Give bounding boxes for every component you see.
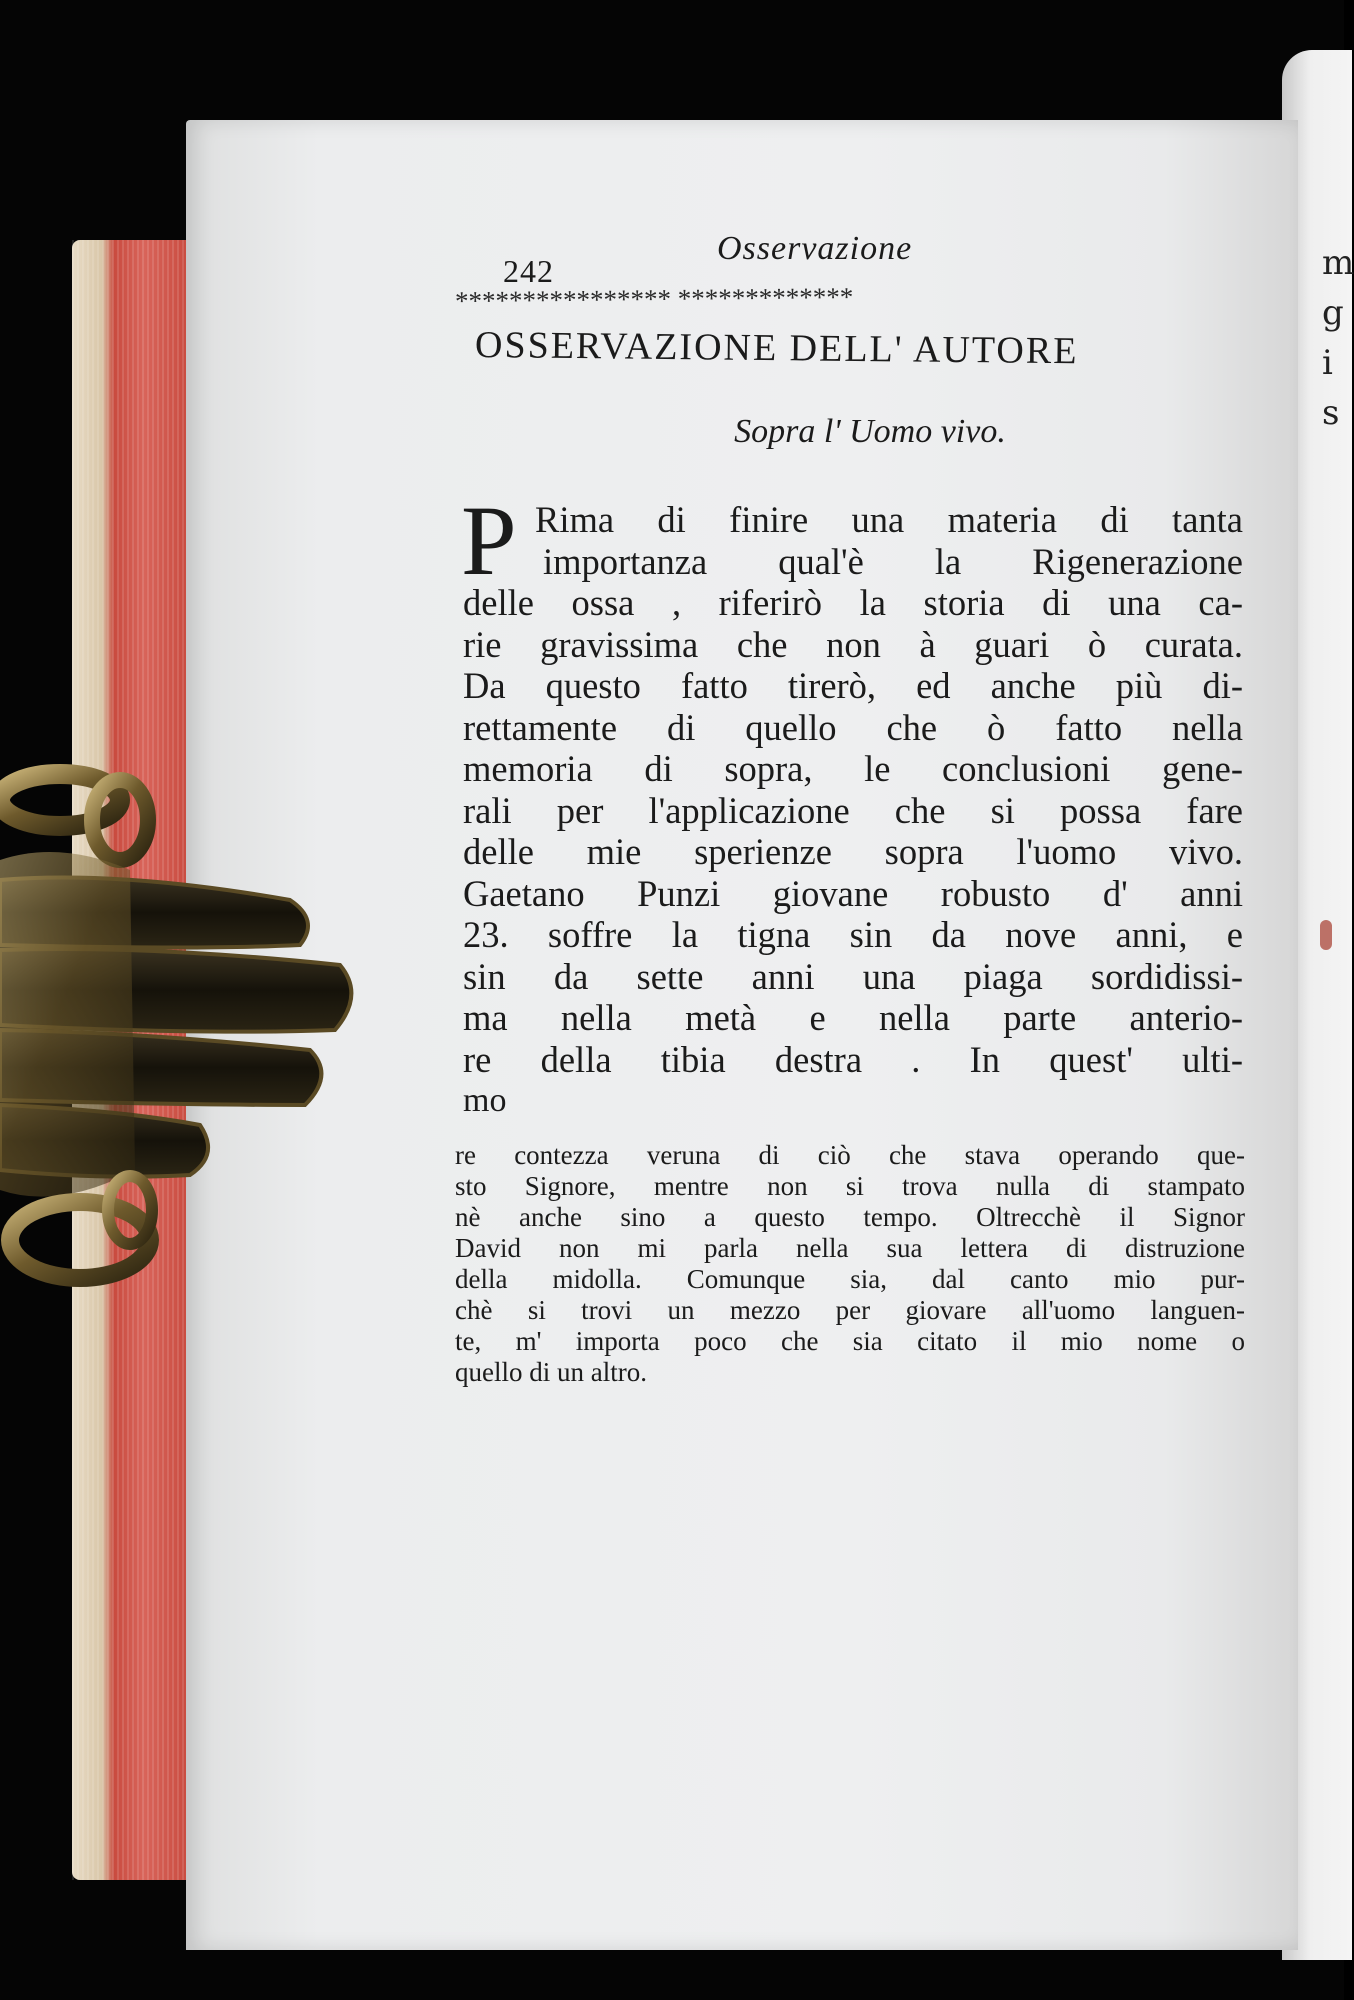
body-line: Da questo fatto tirerò, ed anche più di- [463, 665, 1243, 706]
footnote-line: sto Signore, mentre non si trova nulla di stampato [455, 1171, 1245, 1201]
hand-chain-top [0, 774, 148, 860]
page-mark [1320, 920, 1332, 950]
section-subtitle: Sopra l' Uomo vivo. [734, 413, 1006, 450]
body-line: delle ossa , riferirò la storia di una ca- [463, 582, 1243, 623]
footnote-line: te, m' importa poco che sia citato il mio nome o [455, 1326, 1245, 1356]
body-line: rettamente di quello che ò fatto nella [463, 706, 1243, 748]
footnote-line: della midolla. Comunque sia, dal canto mio pur- [455, 1264, 1245, 1294]
body-line: importanza qual'è la Rigenerazione [543, 540, 1243, 582]
footnote-line: re contezza veruna di ciò che stava operando que- [455, 1140, 1245, 1170]
facing-page-letter: g [1322, 293, 1344, 333]
body-text [461, 485, 1243, 1126]
footnote-line: David non mi parla nella sua lettera di distruzione [455, 1233, 1245, 1263]
footnote-line: quello di un altro. [455, 1357, 647, 1387]
facing-page-letter: s [1322, 393, 1340, 433]
footnote-line: chè si trovi un mezzo per giovare all'uomo languen- [455, 1295, 1245, 1325]
facing-page-text [1322, 238, 1352, 438]
page-content [455, 225, 1245, 1388]
facing-page-letter: i [1322, 343, 1333, 383]
body-line: ma nella metà e nella parte anterio- [463, 997, 1243, 1038]
hand-cuff [0, 852, 152, 1278]
body-line: re della tibia destra . In quest' ulti- [463, 1038, 1243, 1080]
facing-page-letter: m [1322, 243, 1354, 283]
page-number: 242 [503, 253, 554, 289]
catchword: mo [463, 1082, 507, 1119]
footnote [455, 1140, 1245, 1388]
body-line: rie gravissima che non à guari ò curata. [463, 623, 1243, 665]
ornament-rule: **************** ************* [454, 281, 854, 316]
body-line: Gaetano Punzi giovane robusto d' anni [463, 872, 1243, 914]
footnote-line: nè anche sino a questo tempo. Oltrecchè il Signor [455, 1202, 1245, 1232]
page-header [455, 225, 1245, 287]
running-head: Osservazione [717, 230, 913, 267]
bronze-hand-clip [0, 770, 360, 1290]
body-line: sin da sette anni una piaga sordidissi- [463, 955, 1243, 997]
body-line: rali per l'applicazione che si possa fare [463, 789, 1243, 831]
section-title: OSSERVAZIONE DELL' AUTORE [474, 323, 1079, 373]
body-line-text: Rima di finire una materia di tanta [535, 499, 1243, 540]
body-line: 23. soffre la tigna sin da nove anni, e [463, 914, 1243, 955]
body-line: delle mie sperienze sopra l'uomo vivo. [463, 831, 1243, 872]
body-line: memoria di sopra, le conclusioni gene- [463, 748, 1243, 789]
drop-cap: P [461, 485, 517, 596]
